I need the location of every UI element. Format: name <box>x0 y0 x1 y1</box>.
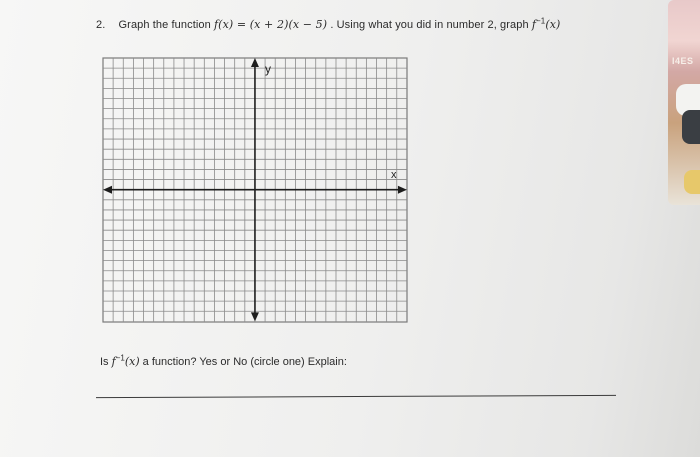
question-inverse-arg: (x) <box>545 18 561 31</box>
side-object-label: I4ES <box>672 56 694 66</box>
y-axis-arrow-up <box>251 58 259 67</box>
question-inverse-sup: −1 <box>536 16 546 26</box>
axes <box>103 58 407 321</box>
explain-text: a function? Yes or No (circle one) Explain: <box>139 356 347 368</box>
x-axis-arrow-left <box>103 186 112 194</box>
explain-question <box>100 355 347 368</box>
question-number: 2. <box>96 19 106 31</box>
explain-prefix: Is <box>100 356 109 368</box>
explain-inverse-base: f <box>111 355 116 368</box>
explain-inverse-arg: (x) <box>124 355 140 368</box>
question-function: f(x) = (x + 2)(x − 5) <box>214 18 328 31</box>
x-axis-arrow-right <box>398 186 407 194</box>
y-axis-arrow-down <box>251 312 259 321</box>
y-axis-label: y <box>265 62 271 76</box>
x-axis-label: x <box>391 169 397 181</box>
question-inverse-base: f <box>531 18 537 31</box>
explain-inverse-sup: −1 <box>115 353 125 363</box>
question-text-part2: . Using what you did in number 2, graph <box>330 19 529 31</box>
question-text-part1: Graph the function <box>118 19 211 31</box>
